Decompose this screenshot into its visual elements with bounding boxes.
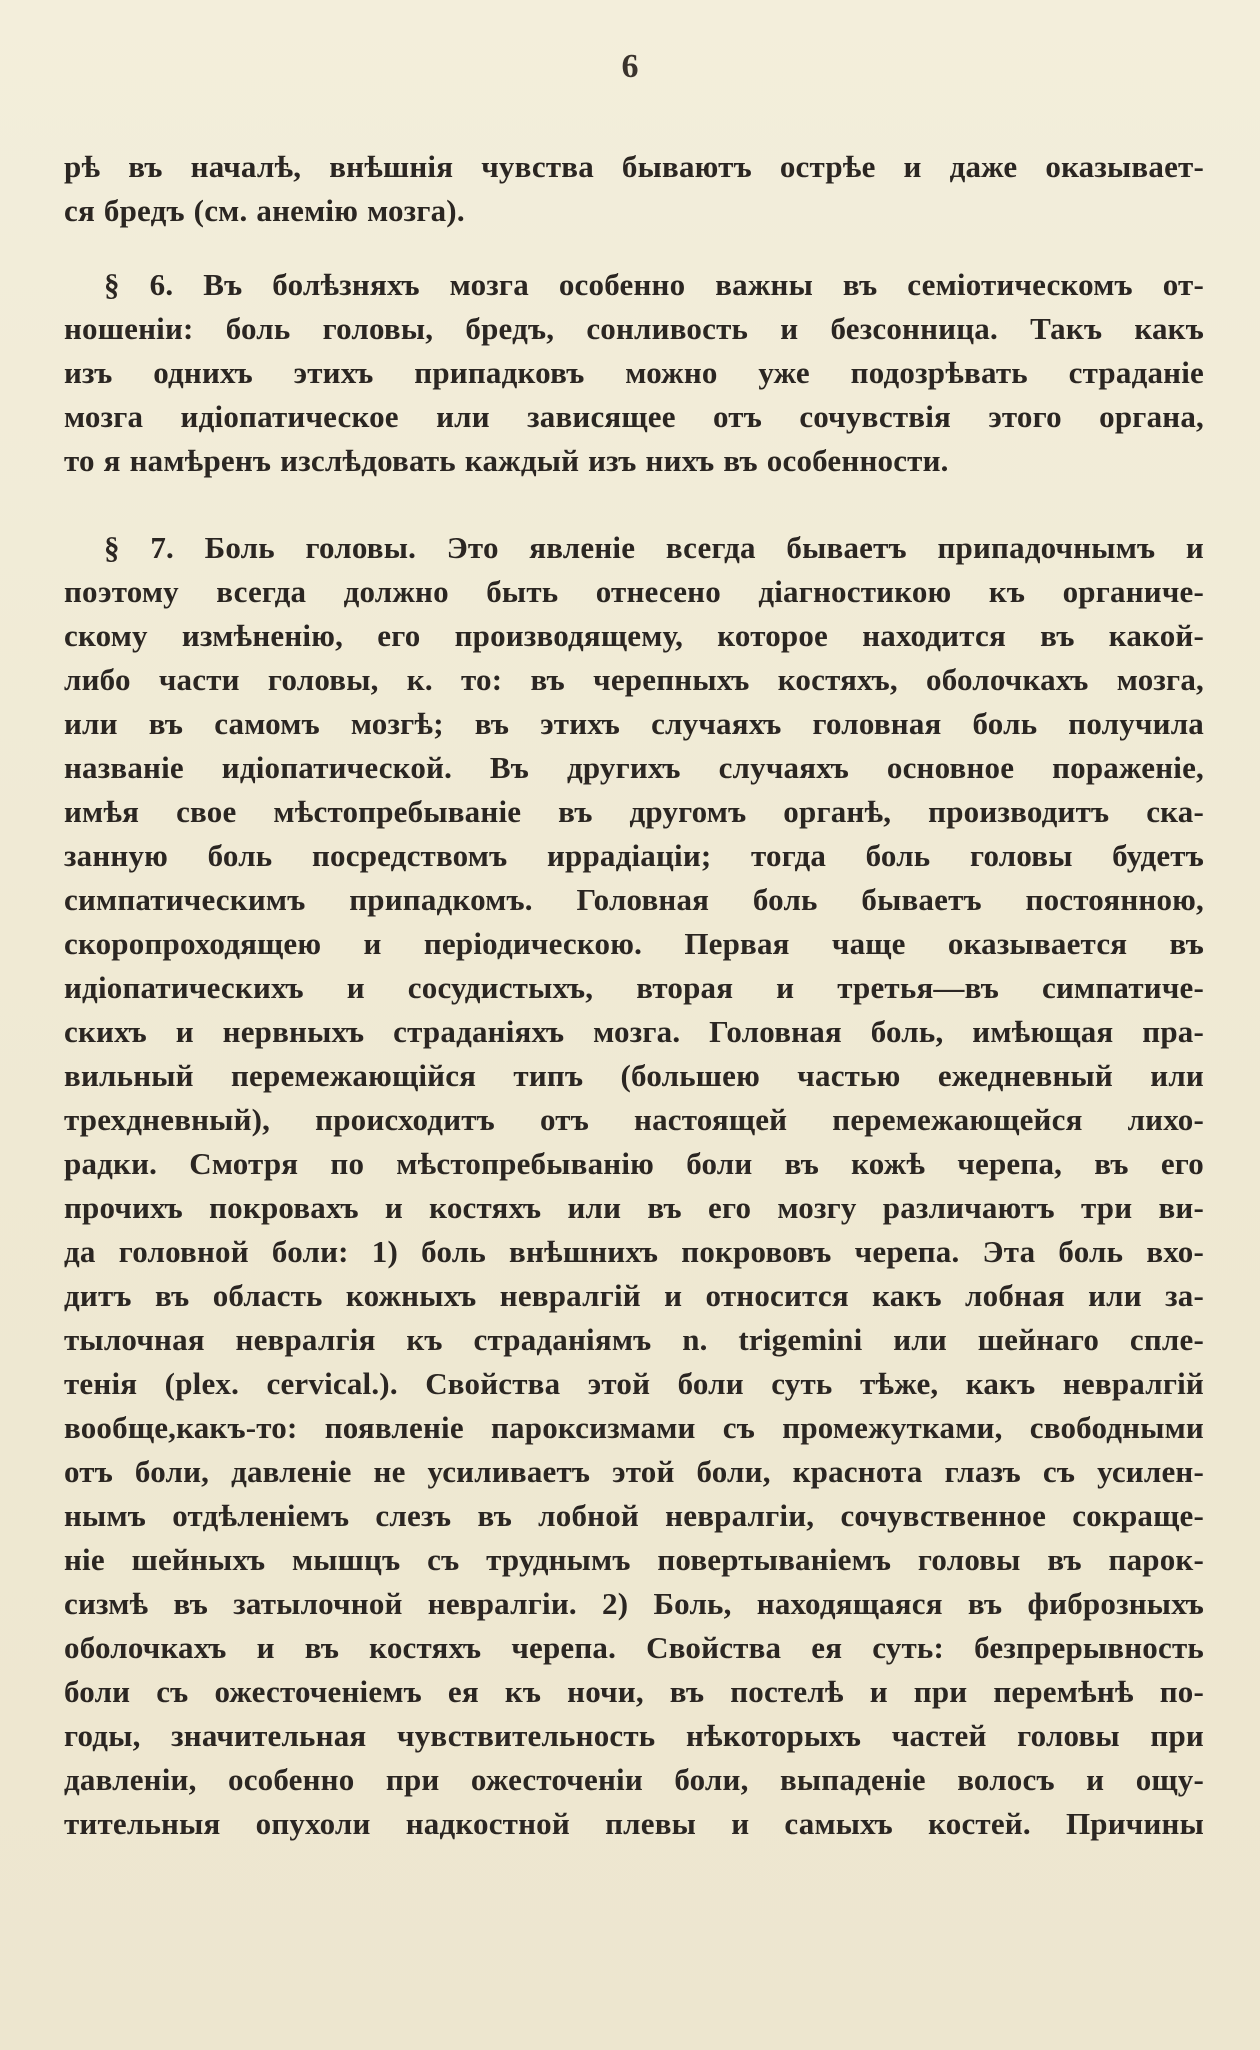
text-line: тенія (plex. cervical.). Свойства этой боли суть тѣже, какъ невралгій — [64, 1366, 1204, 1401]
text-line: радки. Смотря по мѣстопребыванію боли въ кожѣ черепа, въ его — [64, 1146, 1204, 1181]
text-line: имѣя свое мѣстопребываніе въ другомъ органѣ, производитъ ска- — [64, 794, 1204, 829]
text-line: дитъ въ область кожныхъ невралгій и относится какъ лобная или за- — [64, 1278, 1204, 1313]
text-line: либо части головы, к. то: въ черепныхъ костяхъ, оболочкахъ мозга, — [64, 662, 1204, 697]
text-line: да головной боли: 1) боль внѣшнихъ покрововъ черепа. Эта боль вхо- — [64, 1234, 1204, 1269]
text-line: давленіи, особенно при ожесточеніи боли, выпаденіе волосъ и ощу- — [64, 1762, 1204, 1797]
paragraph-section-6 — [64, 263, 1204, 483]
text-line: симпатическимъ припадкомъ. Головная боль бываетъ постоянною, — [64, 882, 1204, 917]
text-line: ношеніи: боль головы, бредъ, сонливость и безсонница. Такъ какъ — [64, 311, 1204, 346]
text-line: трехдневный), происходитъ отъ настоящей перемежающейся лихо- — [64, 1102, 1204, 1137]
text-line: скихъ и нервныхъ страданіяхъ мозга. Головная боль, имѣющая пра- — [64, 1014, 1204, 1049]
text-line: поэтому всегда должно быть отнесено діагностикою къ органиче- — [64, 574, 1204, 609]
text-line: скому измѣненію, его производящему, которое находится въ какой- — [64, 618, 1204, 653]
text-line: рѣ въ началѣ, внѣшнія чувства бываютъ острѣе и даже оказывает- — [64, 149, 1204, 184]
text-line: изъ однихъ этихъ припадковъ можно уже подозрѣвать страданіе — [64, 355, 1204, 390]
text-line: оболочкахъ и въ костяхъ черепа. Свойства ея суть: безпрерывность — [64, 1630, 1204, 1665]
text-line: мозга идіопатическое или зависящее отъ сочувствія этого органа, — [64, 399, 1204, 434]
text-line: прочихъ покровахъ и костяхъ или въ его мозгу различаютъ три ви- — [64, 1190, 1204, 1225]
text-line: то я намѣренъ изслѣдовать каждый изъ нихъ въ особенности. — [64, 443, 949, 478]
text-line: годы, значительная чувствительность нѣкоторыхъ частей головы при — [64, 1718, 1204, 1753]
text-line: названіе идіопатической. Въ другихъ случаяхъ основное пораженіе, — [64, 750, 1204, 785]
text-line: вильный перемежающійся типъ (большею частью ежедневный или — [64, 1058, 1204, 1093]
text-line: сизмѣ въ затылочной невралгіи. 2) Боль, находящаяся въ фиброзныхъ — [64, 1586, 1204, 1621]
text-line: § 6. Въ болѣзняхъ мозга особенно важны въ семіотическомъ от- — [104, 267, 1204, 302]
text-line: нымъ отдѣленіемъ слезъ въ лобной невралгіи, сочувственное сокраще- — [64, 1498, 1204, 1533]
text-line: боли съ ожесточеніемъ ея къ ночи, въ постелѣ и при перемѣнѣ по- — [64, 1674, 1204, 1709]
text-line: § 7. Боль головы. Это явленіе всегда бываетъ припадочнымъ и — [104, 530, 1204, 565]
text-line: идіопатическихъ и сосудистыхъ, вторая и третья—въ симпатиче- — [64, 970, 1204, 1005]
text-line: ся бредъ (см. анемію мозга). — [64, 193, 465, 228]
text-line: ніе шейныхъ мышцъ съ труднымъ повертываніемъ головы въ парок- — [64, 1542, 1204, 1577]
paragraph-continuation — [64, 145, 1204, 233]
paragraph-section-7 — [64, 526, 1204, 1846]
text-line: занную боль посредствомъ иррадіаціи; тогда боль головы будетъ — [64, 838, 1204, 873]
text-line: тительныя опухоли надкостной плевы и самыхъ костей. Причины — [64, 1806, 1204, 1841]
text-line: или въ самомъ мозгѣ; въ этихъ случаяхъ головная боль получила — [64, 706, 1204, 741]
text-line: тылочная невралгія къ страданіямъ n. trigemini или шейнаго спле- — [64, 1322, 1204, 1357]
page-number: 6 — [621, 48, 639, 85]
text-line: вообще,какъ-то: появленіе пароксизмами съ промежутками, свободными — [64, 1410, 1204, 1445]
text-line: отъ боли, давленіе не усиливаетъ этой боли, краснота глазъ съ усилен- — [64, 1454, 1204, 1489]
text-line: скоропроходящею и періодическою. Первая чаще оказывается въ — [64, 926, 1204, 961]
